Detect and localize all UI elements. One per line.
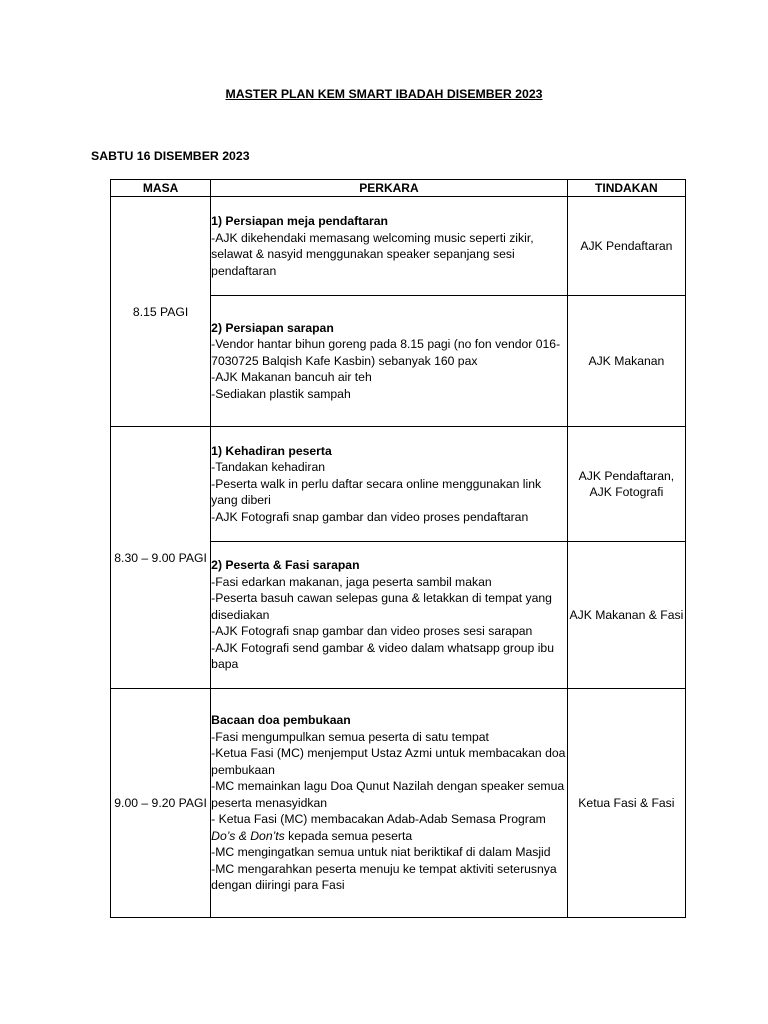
tindakan-cell: AJK Pendaftaran (567, 197, 685, 296)
perkara-cell (211, 296, 568, 427)
table-header-row (111, 180, 686, 197)
masa-cell: 8.15 PAGI (111, 197, 211, 427)
table-row (111, 427, 686, 542)
item-line: -AJK Fotografi snap gambar dan video proses pendaftaran (211, 509, 529, 524)
table-row (111, 197, 686, 296)
master-plan-table (110, 179, 686, 918)
table-row (111, 689, 686, 918)
perkara-cell (211, 197, 568, 296)
tindakan-cell: AJK Pendaftaran, AJK Fotografi (567, 427, 685, 542)
item-line: -Vendor hantar bihun goreng pada 8.15 pagi (no fon vendor 016-7030725 Balqish Kafe Kasbin) sebanyak 160 pax (211, 337, 561, 368)
item-line: -Ketua Fasi (MC) menjemput Ustaz Azmi untuk membacakan doa pembukaan (211, 746, 566, 777)
tindakan-cell: Ketua Fasi & Fasi (567, 689, 685, 918)
item-line: -MC memainkan lagu Doa Qunut Nazilah dengan speaker semua peserta menasyidkan (211, 779, 565, 810)
tindakan-cell: AJK Makanan & Fasi (567, 542, 685, 689)
item-line: -Fasi edarkan makanan, jaga peserta sambil makan (211, 574, 492, 589)
masa-cell: 8.30 – 9.00 PAGI (111, 427, 211, 689)
perkara-cell (211, 427, 568, 542)
item-line: -Tandakan kehadiran (211, 460, 325, 475)
item-line: -MC mengarahkan peserta menuju ke tempat aktiviti seterusnya dengan diiringi para Fasi (211, 861, 557, 893)
item-line: -AJK Fotografi send gambar & video dalam whatsapp group ibu bapa (211, 640, 554, 672)
dos-donts-text: Do’s & Don’ts (211, 828, 285, 843)
item-line: -Fasi mengumpulkan semua peserta di satu tempat (211, 729, 489, 744)
date-heading: SABTU 16 DISEMBER 2023 (91, 149, 250, 163)
item-line: -Peserta basuh cawan selepas guna & letakkan di tempat yang disediakan (211, 591, 552, 622)
item-heading: 2) Peserta & Fasi sarapan (211, 558, 360, 573)
header-masa: MASA (111, 180, 211, 197)
perkara-cell (211, 542, 568, 689)
item-line: -AJK dikehendaki memasang welcoming music seperti zikir, selawat & nasyid menggunakan speaker sepanjang sesi pendaftaran (211, 230, 534, 278)
item-line: -AJK Fotografi snap gambar dan video proses sesi sarapan (211, 624, 533, 639)
item-line-adab (211, 811, 567, 844)
document-title: MASTER PLAN KEM SMART IBADAH DISEMBER 2023 (225, 87, 543, 101)
item-line: -Peserta walk in perlu daftar secara online menggunakan link yang diberi (211, 476, 542, 508)
header-tindakan: TINDAKAN (567, 180, 685, 197)
masa-cell: 9.00 – 9.20 PAGI (111, 689, 211, 918)
item-line: -MC mengingatkan semua untuk niat beriktikaf di dalam Masjid (211, 845, 551, 860)
item-heading: 1) Persiapan meja pendaftaran (211, 214, 388, 228)
header-perkara: PERKARA (211, 180, 568, 197)
tindakan-cell: AJK Makanan (567, 296, 685, 427)
item-heading: 1) Kehadiran peserta (211, 443, 332, 458)
item-heading: 2) Persiapan sarapan (211, 320, 334, 335)
adab-text-before: - Ketua Fasi (MC) membacakan Adab-Adab Semasa Program (211, 812, 546, 827)
item-line: -Sediakan plastik sampah (211, 386, 351, 401)
perkara-cell (211, 689, 568, 918)
item-heading: Bacaan doa pembukaan (211, 713, 351, 728)
adab-text-after: kepada semua peserta (284, 828, 413, 843)
item-line: -AJK Makanan bancuh air teh (211, 370, 372, 385)
